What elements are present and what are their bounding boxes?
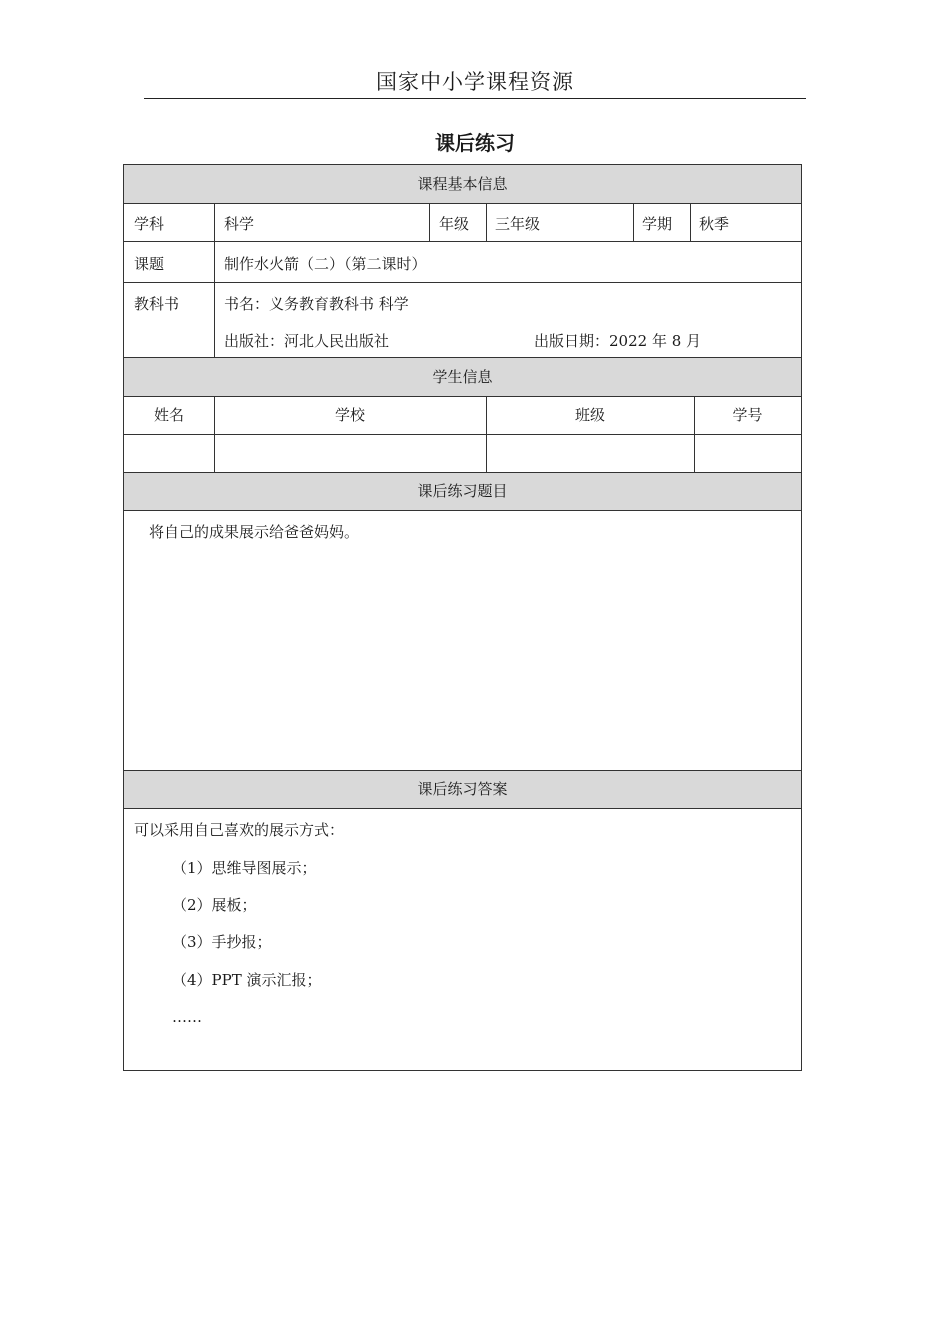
exercise-header: 课后练习题目: [124, 472, 801, 510]
textbook-name: 书名：义务教育教科书 科学: [224, 295, 409, 313]
textbook-publish-date: 出版日期：2022 年 8 月: [534, 332, 702, 350]
course-info-header: 课程基本信息: [124, 165, 801, 203]
row-divider: [124, 357, 801, 358]
grade-label: 年级: [439, 215, 470, 233]
answer-intro: 可以采用自己喜欢的展示方式：: [134, 821, 345, 839]
header-divider: [144, 98, 806, 99]
answer-header: 课后练习答案: [124, 770, 801, 808]
exercise-sheet-table: [123, 164, 802, 1071]
topic-value: 制作水火箭（二）（第二课时）: [224, 255, 427, 273]
answer-item: （2）展板；: [172, 896, 257, 914]
student-class-column: 班级: [574, 406, 605, 424]
document-title: 课后练习: [435, 131, 515, 155]
subject-value: 科学: [224, 215, 255, 233]
row-divider: [124, 282, 801, 283]
column-divider: [429, 203, 430, 241]
student-info-header: 学生信息: [124, 358, 801, 396]
row-divider: [124, 770, 801, 771]
answer-item: （3）手抄报；: [172, 933, 272, 951]
row-divider: [124, 472, 801, 473]
answer-ellipsis: ……: [172, 1008, 202, 1026]
subject-label: 学科: [134, 215, 165, 233]
row-divider: [124, 203, 801, 204]
student-school-column: 学校: [334, 406, 365, 424]
row-divider: [124, 808, 801, 809]
textbook-publisher: 出版社：河北人民出版社: [224, 332, 390, 350]
term-label: 学期: [642, 215, 673, 233]
row-divider: [124, 510, 801, 511]
column-divider: [690, 203, 691, 241]
student-name-field[interactable]: [124, 434, 214, 472]
row-divider: [124, 241, 801, 242]
textbook-label: 教科书: [134, 295, 180, 313]
answer-item: （4）PPT 演示汇报；: [172, 971, 322, 989]
resource-header-title: 国家中小学课程资源: [376, 70, 574, 94]
student-id-field[interactable]: [695, 434, 801, 472]
exercise-question: 将自己的成果展示给爸爸妈妈。: [149, 523, 360, 541]
student-class-field[interactable]: [487, 434, 694, 472]
student-school-field[interactable]: [215, 434, 486, 472]
column-divider: [633, 203, 634, 241]
student-name-column: 姓名: [153, 406, 184, 424]
topic-label: 课题: [134, 255, 165, 273]
column-divider: [214, 203, 215, 357]
grade-value: 三年级: [495, 215, 541, 233]
student-id-column: 学号: [732, 406, 763, 424]
answer-item: （1）思维导图展示；: [172, 859, 317, 877]
term-value: 秋季: [699, 215, 730, 233]
column-divider: [486, 203, 487, 241]
